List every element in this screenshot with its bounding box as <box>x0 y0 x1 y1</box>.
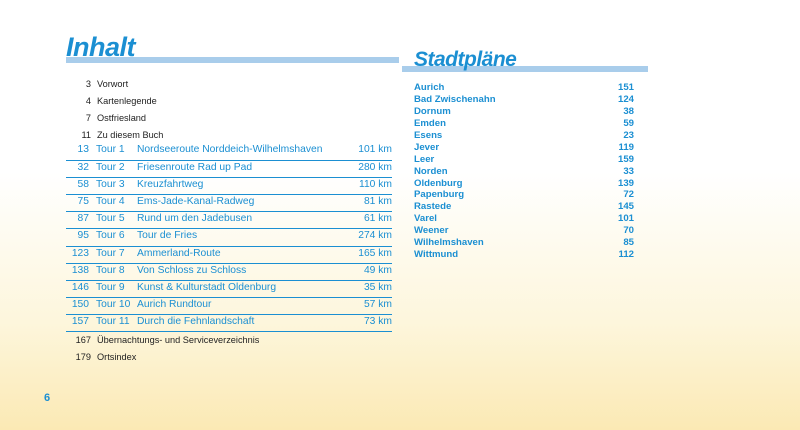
city-page: 159 <box>617 153 634 165</box>
city-map-entry[interactable] <box>414 178 634 190</box>
toc-entry[interactable] <box>66 76 392 93</box>
city-name: Papenburg <box>414 189 465 201</box>
toc-tour-entry[interactable] <box>66 229 392 246</box>
city-map-entry[interactable] <box>414 237 634 249</box>
city-map-entry[interactable] <box>414 142 634 154</box>
city-page: 33 <box>623 165 634 177</box>
city-map-entry[interactable] <box>414 118 634 130</box>
tour-number: Tour 7 <box>96 247 125 259</box>
toc-page: 4 <box>85 95 91 106</box>
city-map-entry[interactable] <box>414 82 634 94</box>
city-page: 38 <box>623 105 634 117</box>
toc-page: 7 <box>85 112 91 123</box>
tour-number: Tour 3 <box>96 178 125 190</box>
tour-distance: 110 km <box>358 178 392 190</box>
city-name: Wittmund <box>414 249 459 261</box>
city-map-entry[interactable] <box>414 166 634 178</box>
tour-distance: 73 km <box>363 316 392 328</box>
toc-title: Vorwort <box>97 79 129 89</box>
city-page: 145 <box>617 201 634 213</box>
city-map-entry[interactable] <box>414 225 634 237</box>
city-name: Emden <box>414 117 446 129</box>
tour-distance: 35 km <box>363 281 392 293</box>
toc-tour-entry[interactable] <box>66 315 392 332</box>
tour-title: Ems-Jade-Kanal-Radweg <box>137 195 255 207</box>
toc-page: 138 <box>71 264 89 276</box>
city-name: Norden <box>414 165 448 177</box>
toc-title: Ostfriesland <box>97 112 147 123</box>
toc-entry[interactable] <box>66 127 392 144</box>
city-page: 119 <box>618 141 634 153</box>
toc-entry[interactable] <box>66 332 392 349</box>
toc-page: 157 <box>71 316 89 328</box>
city-page: 70 <box>623 225 634 237</box>
city-name: Esens <box>414 129 443 141</box>
toc-title: Übernachtungs- und Serviceverzeichnis <box>97 335 260 346</box>
toc-tour-entry[interactable] <box>66 247 392 264</box>
tour-title: Rund um den Jadebusen <box>137 213 253 225</box>
tour-number: Tour 10 <box>96 299 131 311</box>
page-number: 6 <box>44 392 51 404</box>
toc-entry[interactable] <box>66 349 392 366</box>
toc-page: 75 <box>77 195 89 207</box>
tour-title: Nordseeroute Norddeich-Wilhelmshaven <box>137 144 323 156</box>
tour-title: Aurich Rundtour <box>137 299 212 311</box>
toc-page: 179 <box>75 352 91 363</box>
city-name: Jever <box>414 141 440 153</box>
toc-page: 146 <box>71 281 89 293</box>
tour-distance: 101 km <box>358 144 392 156</box>
city-map-entry[interactable] <box>414 201 634 213</box>
tour-number: Tour 6 <box>96 230 125 242</box>
city-map-entry[interactable] <box>414 213 634 225</box>
toc-title: Zu diesem Buch <box>97 129 164 140</box>
toc-tour-entry[interactable] <box>66 178 392 195</box>
city-map-entry[interactable] <box>414 106 634 118</box>
tour-distance: 81 km <box>363 195 392 207</box>
tour-number: Tour 11 <box>96 316 130 328</box>
city-page: 101 <box>617 213 634 225</box>
tour-title: Ammerland-Route <box>137 247 221 259</box>
city-map-entry[interactable] <box>414 94 634 106</box>
city-page: 139 <box>617 177 634 189</box>
tour-number: Tour 4 <box>96 195 125 207</box>
city-page: 112 <box>618 249 634 261</box>
city-name: Varel <box>414 213 437 225</box>
city-name: Oldenburg <box>414 177 463 189</box>
city-name: Bad Zwischenahn <box>414 93 496 105</box>
city-map-entry[interactable] <box>414 130 634 142</box>
toc-list <box>66 76 392 366</box>
city-page: 59 <box>623 117 634 129</box>
toc-tour-entry[interactable] <box>66 161 392 178</box>
city-page: 151 <box>617 82 634 93</box>
city-map-entry[interactable] <box>414 189 634 201</box>
toc-tour-entry[interactable] <box>66 195 392 212</box>
tour-number: Tour 9 <box>96 281 125 293</box>
toc-tour-entry[interactable] <box>66 281 392 298</box>
tour-number: Tour 5 <box>96 213 125 225</box>
toc-title: Kartenlegende <box>97 95 157 106</box>
toc-entry[interactable] <box>66 93 392 110</box>
toc-page: 167 <box>75 335 91 346</box>
toc-heading: Inhalt <box>66 32 135 62</box>
toc-page: 123 <box>71 247 89 259</box>
tour-distance: 274 km <box>358 230 392 242</box>
city-map-entry[interactable] <box>414 154 634 166</box>
city-name: Dornum <box>414 105 451 117</box>
city-page: 124 <box>617 93 634 105</box>
city-name: Rastede <box>414 201 452 213</box>
toc-tour-entry[interactable] <box>66 143 392 160</box>
city-name: Leer <box>414 153 435 165</box>
toc-page: 3 <box>85 79 91 89</box>
city-name: Wilhelmshaven <box>414 237 484 249</box>
tour-number: Tour 2 <box>96 161 125 173</box>
toc-page: 58 <box>77 178 89 190</box>
city-name: Aurich <box>414 82 445 93</box>
tour-distance: 57 km <box>363 299 392 311</box>
city-page: 72 <box>623 189 634 201</box>
toc-page: 32 <box>77 161 89 173</box>
tour-distance: 49 km <box>363 264 392 276</box>
tour-title: Friesenroute Rad up Pad <box>137 161 253 173</box>
tour-title: Kreuzfahrtweg <box>137 178 204 190</box>
tour-distance: 61 km <box>363 213 392 225</box>
tour-number: Tour 8 <box>96 264 125 276</box>
toc-page: 13 <box>77 144 89 156</box>
city-map-entry[interactable] <box>414 249 634 261</box>
tour-title: Tour de Fries <box>137 230 198 242</box>
tour-title: Kunst & Kulturstadt Oldenburg <box>137 281 277 293</box>
city-page: 23 <box>623 129 634 141</box>
stadtplaene-heading: Stadtpläne <box>414 48 517 71</box>
tour-number: Tour 1 <box>96 144 125 156</box>
city-page: 85 <box>623 237 634 249</box>
tour-distance: 165 km <box>358 247 392 259</box>
toc-title: Ortsindex <box>97 352 137 363</box>
tour-title: Durch die Fehnlandschaft <box>137 316 255 328</box>
toc-page: 150 <box>71 299 89 311</box>
city-name: Weener <box>414 225 449 237</box>
tour-title: Von Schloss zu Schloss <box>137 264 247 276</box>
toc-tour-entry[interactable] <box>66 298 392 315</box>
tour-distance: 280 km <box>358 161 392 173</box>
toc-page: 87 <box>77 213 89 225</box>
toc-entry[interactable] <box>66 110 392 127</box>
stadtplaene-list <box>414 82 634 261</box>
toc-page: 95 <box>77 230 89 242</box>
toc-tour-entry[interactable] <box>66 264 392 281</box>
toc-tour-entry[interactable] <box>66 212 392 229</box>
toc-page: 11 <box>81 129 91 140</box>
